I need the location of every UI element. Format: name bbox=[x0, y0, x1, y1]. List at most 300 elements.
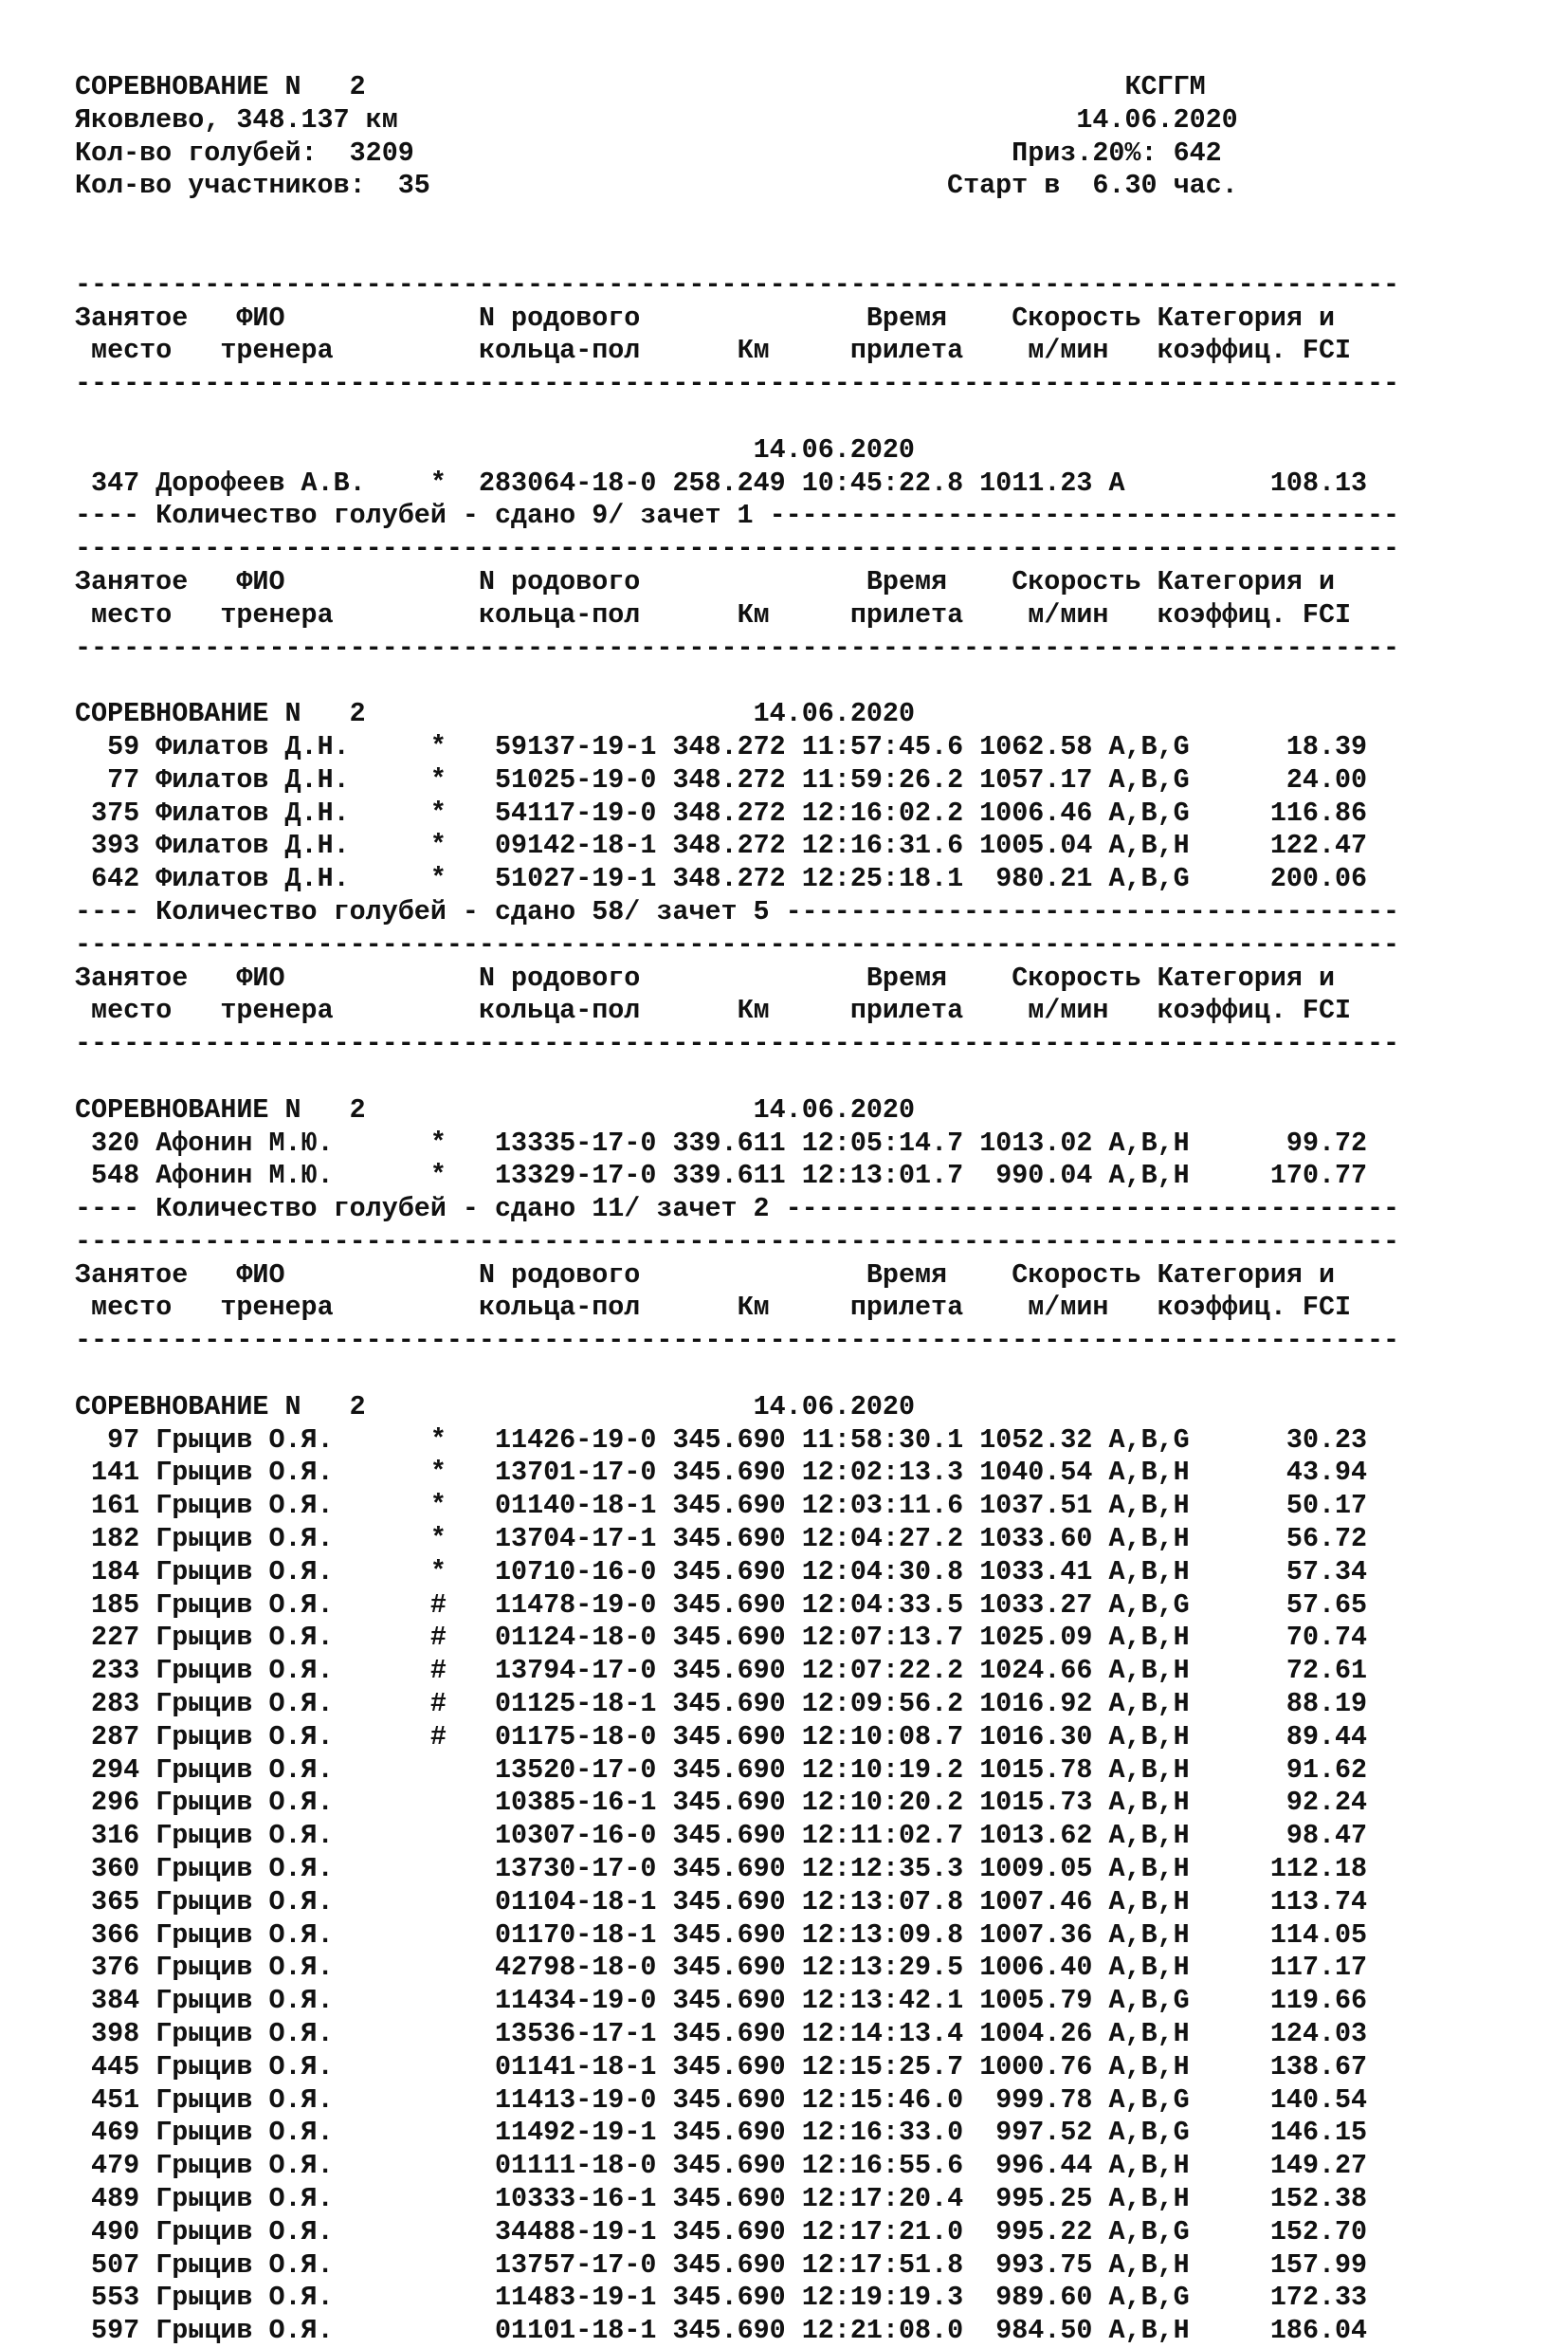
table-row bbox=[75, 2051, 1399, 2084]
mark: * bbox=[429, 1523, 447, 1555]
trainer-name: Грыцив О.Я. bbox=[155, 2018, 334, 2050]
col-name: ФИО bbox=[236, 302, 285, 334]
trainer-name: Грыцив О.Я. bbox=[155, 1885, 334, 1917]
ring-number: 01175-18-0 bbox=[478, 1720, 657, 1752]
category: A,B,H bbox=[1108, 1720, 1190, 1752]
place: 553 bbox=[75, 2282, 140, 2314]
coefficient: 70.74 bbox=[1269, 1622, 1368, 1654]
speed: 1015.78 bbox=[979, 1753, 1093, 1786]
place: 233 bbox=[75, 1655, 140, 1687]
speed: 996.44 bbox=[979, 2150, 1093, 2182]
ring-number: 01104-18-1 bbox=[478, 1885, 657, 1917]
coefficient: 99.72 bbox=[1269, 1127, 1368, 1159]
arrival-time: 11:59:26.2 bbox=[801, 763, 964, 796]
table-row bbox=[75, 1787, 1399, 1820]
mark: # bbox=[429, 1688, 447, 1720]
trainer-name: Грыцив О.Я. bbox=[155, 2117, 334, 2149]
category: A,B,H bbox=[1108, 1787, 1190, 1819]
col-km: Км bbox=[737, 995, 770, 1027]
arrival-time: 12:21:08.0 bbox=[801, 2315, 964, 2347]
coefficient: 24.00 bbox=[1269, 763, 1368, 796]
ring-number: 13520-17-0 bbox=[478, 1753, 657, 1786]
place: 59 bbox=[75, 730, 140, 762]
trainer-name: Грыцив О.Я. bbox=[155, 1457, 334, 1489]
category: A,B,H bbox=[1108, 1160, 1190, 1192]
table-row bbox=[75, 2249, 1399, 2283]
arrival-time: 12:07:22.2 bbox=[801, 1655, 964, 1687]
ring-number: 51027-19-1 bbox=[478, 863, 657, 895]
trainer-name: Филатов Д.Н. bbox=[155, 797, 350, 829]
coefficient: 72.61 bbox=[1269, 1655, 1368, 1687]
coefficient: 116.86 bbox=[1269, 797, 1368, 829]
col-place: Занятое bbox=[75, 302, 189, 334]
speed: 1011.23 bbox=[979, 467, 1093, 499]
col-speed: м/мин bbox=[1028, 598, 1109, 631]
trainer-name: Афонин М.Ю. bbox=[155, 1160, 334, 1192]
ring-number: 11434-19-0 bbox=[478, 1985, 657, 2017]
col-place: Занятое bbox=[75, 1258, 189, 1291]
col-speed: м/мин bbox=[1028, 995, 1109, 1027]
place: 97 bbox=[75, 1423, 140, 1456]
arrival-time: 12:17:20.4 bbox=[801, 2183, 964, 2214]
place: 469 bbox=[75, 2117, 140, 2149]
distance-km: 258.249 bbox=[672, 467, 786, 499]
coefficient: 108.13 bbox=[1269, 467, 1368, 499]
column-header-row-1 bbox=[75, 303, 1399, 336]
table-row bbox=[75, 1523, 1399, 1556]
competition-number: 2 bbox=[349, 71, 366, 102]
col-speed: Скорость bbox=[1012, 565, 1141, 597]
arrival-time: 12:12:35.3 bbox=[801, 1853, 964, 1885]
competition-label: СОРЕВНОВАНИЕ N bbox=[75, 71, 301, 102]
table-row bbox=[75, 1919, 1399, 1953]
ring-number: 13730-17-0 bbox=[478, 1853, 657, 1885]
speed: 1006.40 bbox=[979, 1952, 1093, 1984]
speed: 1040.54 bbox=[979, 1457, 1093, 1489]
section-title bbox=[75, 1391, 1399, 1424]
column-header-row-1 bbox=[75, 566, 1399, 599]
mark: * bbox=[429, 863, 447, 895]
speed: 1009.05 bbox=[979, 1853, 1093, 1885]
distance-km: 345.690 bbox=[672, 1952, 786, 1984]
arrival-time: 12:15:25.7 bbox=[801, 2050, 964, 2082]
speed: 1025.09 bbox=[979, 1622, 1093, 1654]
category: A,B,H bbox=[1108, 1457, 1190, 1489]
category: A,B,H bbox=[1108, 1853, 1190, 1885]
separator-line: ---------------------------------------------------------------------------------- bbox=[75, 1028, 1400, 1060]
mark: # bbox=[429, 1655, 447, 1687]
category: A,B,H bbox=[1108, 2018, 1190, 2050]
place: 77 bbox=[75, 763, 140, 796]
speed: 1006.46 bbox=[979, 797, 1093, 829]
ring-number: 13704-17-1 bbox=[478, 1523, 657, 1555]
col-speed: м/мин bbox=[1028, 1292, 1109, 1324]
coefficient: 152.70 bbox=[1269, 2215, 1368, 2247]
category: A,B,H bbox=[1108, 1622, 1190, 1654]
col-ring: N родового bbox=[478, 302, 641, 334]
distance-km: 345.690 bbox=[672, 1720, 786, 1752]
col-category: Категория и bbox=[1157, 1258, 1335, 1291]
table-row bbox=[75, 1985, 1399, 2018]
arrival-time: 12:04:30.8 bbox=[801, 1555, 964, 1587]
blank-line bbox=[75, 203, 1399, 236]
coefficient: 114.05 bbox=[1269, 1918, 1368, 1951]
speed: 980.21 bbox=[979, 863, 1093, 895]
ring-number: 10333-16-1 bbox=[478, 2183, 657, 2214]
col-km: Км bbox=[737, 598, 770, 631]
coefficient: 117.17 bbox=[1269, 1952, 1368, 1984]
trainer-name: Грыцив О.Я. bbox=[155, 1523, 334, 1555]
summary-text: ---- Количество голубей - сдано 58/ зачет 5 -------------------------------------- bbox=[75, 895, 1400, 927]
trainer-name: Грыцив О.Я. bbox=[155, 2315, 334, 2347]
arrival-time: 12:16:55.6 bbox=[801, 2150, 964, 2182]
coefficient: 43.94 bbox=[1269, 1457, 1368, 1489]
col-place: место bbox=[91, 995, 173, 1027]
category: A,B,H bbox=[1108, 2248, 1190, 2281]
speed: 1007.36 bbox=[979, 1918, 1093, 1951]
speed: 1004.26 bbox=[979, 2018, 1093, 2050]
trainer-name: Грыцив О.Я. bbox=[155, 1787, 334, 1819]
trainer-name: Грыцив О.Я. bbox=[155, 2183, 334, 2214]
section-title bbox=[75, 1094, 1399, 1128]
col-name: тренера bbox=[220, 1292, 334, 1324]
speed: 1005.04 bbox=[979, 830, 1093, 862]
coefficient: 56.72 bbox=[1269, 1523, 1368, 1555]
col-ring: N родового bbox=[478, 1258, 641, 1291]
table-row bbox=[75, 2315, 1399, 2348]
table-row bbox=[75, 863, 1399, 896]
ring-number: 01101-18-1 bbox=[478, 2315, 657, 2347]
prize-label: Приз.20%: bbox=[1012, 137, 1158, 169]
category: A,B,H bbox=[1108, 1127, 1190, 1159]
coefficient: 186.04 bbox=[1269, 2315, 1368, 2347]
col-category: Категория и bbox=[1157, 302, 1335, 334]
arrival-time: 12:04:33.5 bbox=[801, 1588, 964, 1621]
distance-km: 345.690 bbox=[672, 1820, 786, 1852]
arrival-time: 12:13:01.7 bbox=[801, 1160, 964, 1192]
category: A,B,H bbox=[1108, 830, 1190, 862]
speed: 990.04 bbox=[979, 1160, 1093, 1192]
arrival-time: 12:05:14.7 bbox=[801, 1127, 964, 1159]
blank-line bbox=[75, 1358, 1399, 1391]
coefficient: 57.65 bbox=[1269, 1588, 1368, 1621]
ring-number: 01141-18-1 bbox=[478, 2050, 657, 2082]
section-date: 14.06.2020 bbox=[753, 433, 915, 466]
separator-line: ---------------------------------------------------------------------------------- bbox=[75, 533, 1400, 565]
col-place: место bbox=[91, 335, 173, 367]
organization: КСГГМ bbox=[1124, 71, 1206, 102]
col-ring: кольца-пол bbox=[478, 335, 641, 367]
table-row bbox=[75, 1556, 1399, 1589]
col-speed: Скорость bbox=[1012, 1258, 1141, 1291]
col-ring: кольца-пол bbox=[478, 995, 641, 1027]
col-name: тренера bbox=[220, 995, 334, 1027]
distance-km: 348.272 bbox=[672, 730, 786, 762]
col-speed: Скорость bbox=[1012, 302, 1141, 334]
trainer-name: Грыцив О.Я. bbox=[155, 1820, 334, 1852]
ring-number: 01140-18-1 bbox=[478, 1490, 657, 1522]
speed: 1033.60 bbox=[979, 1523, 1093, 1555]
place: 365 bbox=[75, 1885, 140, 1917]
birds-count: 3209 bbox=[349, 137, 414, 169]
speed: 1016.30 bbox=[979, 1720, 1093, 1752]
category: A,B,H bbox=[1108, 1688, 1190, 1720]
coefficient: 98.47 bbox=[1269, 1820, 1368, 1852]
col-name: ФИО bbox=[236, 565, 285, 597]
mark: * bbox=[429, 1423, 447, 1456]
col-place: место bbox=[91, 1292, 173, 1324]
separator-line: ---------------------------------------------------------------------------------- bbox=[75, 268, 1400, 301]
mark: * bbox=[429, 830, 447, 862]
place: 376 bbox=[75, 1952, 140, 1984]
distance-km: 339.611 bbox=[672, 1160, 786, 1192]
col-name: ФИО bbox=[236, 962, 285, 994]
distance-km: 345.690 bbox=[672, 2248, 786, 2281]
mark: * bbox=[429, 1555, 447, 1587]
speed: 999.78 bbox=[979, 2083, 1093, 2116]
speed: 993.75 bbox=[979, 2248, 1093, 2281]
results-sheet bbox=[75, 71, 1399, 2348]
table-row bbox=[75, 2216, 1399, 2249]
trainer-name: Грыцив О.Я. bbox=[155, 1622, 334, 1654]
place: 642 bbox=[75, 863, 140, 895]
trainer-name: Грыцив О.Я. bbox=[155, 1853, 334, 1885]
distance-km: 348.272 bbox=[672, 797, 786, 829]
table-row bbox=[75, 764, 1399, 798]
header-line-1 bbox=[75, 71, 1399, 104]
ring-number: 59137-19-1 bbox=[478, 730, 657, 762]
table-row bbox=[75, 1655, 1399, 1688]
ring-number: 13335-17-0 bbox=[478, 1127, 657, 1159]
col-name: тренера bbox=[220, 598, 334, 631]
speed: 1013.02 bbox=[979, 1127, 1093, 1159]
trainer-name: Грыцив О.Я. bbox=[155, 1655, 334, 1687]
competition-label: СОРЕВНОВАНИЕ N bbox=[75, 1390, 301, 1422]
distance-km: 345.690 bbox=[672, 1423, 786, 1456]
table-row bbox=[75, 1160, 1399, 1193]
distance-km: 348.272 bbox=[672, 863, 786, 895]
ring-number: 01124-18-0 bbox=[478, 1622, 657, 1654]
speed: 1016.92 bbox=[979, 1688, 1093, 1720]
coefficient: 57.34 bbox=[1269, 1555, 1368, 1587]
trainer-name: Грыцив О.Я. bbox=[155, 1985, 334, 2017]
mark: # bbox=[429, 1588, 447, 1621]
arrival-time: 12:25:18.1 bbox=[801, 863, 964, 895]
place: 184 bbox=[75, 1555, 140, 1587]
table-row bbox=[75, 2117, 1399, 2150]
ring-number: 10710-16-0 bbox=[478, 1555, 657, 1587]
speed: 984.50 bbox=[979, 2315, 1093, 2347]
trainer-name: Грыцив О.Я. bbox=[155, 1720, 334, 1752]
table-row bbox=[75, 2018, 1399, 2051]
trainer-name: Грыцив О.Я. bbox=[155, 2215, 334, 2247]
arrival-time: 12:04:27.2 bbox=[801, 1523, 964, 1555]
distance-km: 345.690 bbox=[672, 2083, 786, 2116]
col-category: коэффиц. FCI bbox=[1157, 995, 1352, 1027]
trainer-name: Афонин М.Ю. bbox=[155, 1127, 334, 1159]
table-row bbox=[75, 798, 1399, 831]
place: 347 bbox=[75, 467, 140, 499]
arrival-time: 12:02:13.3 bbox=[801, 1457, 964, 1489]
distance-km: 345.690 bbox=[672, 2315, 786, 2347]
arrival-time: 12:19:19.3 bbox=[801, 2282, 964, 2314]
summary-line bbox=[75, 500, 1399, 533]
summary-text: ---- Количество голубей - сдано 11/ зачет 2 -------------------------------------- bbox=[75, 1193, 1400, 1225]
distance-km: 345.690 bbox=[672, 2117, 786, 2149]
place: 141 bbox=[75, 1457, 140, 1489]
coefficient: 88.19 bbox=[1269, 1688, 1368, 1720]
col-time: Время bbox=[866, 1258, 948, 1291]
ring-number: 01111-18-0 bbox=[478, 2150, 657, 2182]
mark: # bbox=[429, 1622, 447, 1654]
arrival-time: 11:58:30.1 bbox=[801, 1423, 964, 1456]
place: 445 bbox=[75, 2050, 140, 2082]
trainer-name: Грыцив О.Я. bbox=[155, 1918, 334, 1951]
col-ring: кольца-пол bbox=[478, 598, 641, 631]
separator-line: ---------------------------------------------------------------------------------- bbox=[75, 928, 1400, 961]
ring-number: 01170-18-1 bbox=[478, 1918, 657, 1951]
trainer-name: Грыцив О.Я. bbox=[155, 1952, 334, 1984]
speed: 1057.17 bbox=[979, 763, 1093, 796]
summary-line bbox=[75, 896, 1399, 929]
report-date: 14.06.2020 bbox=[1076, 103, 1238, 136]
separator-line: ---------------------------------------------------------------------------------- bbox=[75, 632, 1400, 664]
arrival-time: 10:45:22.8 bbox=[801, 467, 964, 499]
distance-km: 345.690 bbox=[672, 1688, 786, 1720]
column-header-row-2 bbox=[75, 995, 1399, 1028]
speed: 1015.73 bbox=[979, 1787, 1093, 1819]
trainer-name: Грыцив О.Я. bbox=[155, 1688, 334, 1720]
section-date: 14.06.2020 bbox=[753, 1390, 915, 1422]
place: 283 bbox=[75, 1688, 140, 1720]
arrival-time: 12:16:02.2 bbox=[801, 797, 964, 829]
mark: * bbox=[429, 1490, 447, 1522]
distance-km: 345.690 bbox=[672, 1655, 786, 1687]
category: A,B,H bbox=[1108, 1952, 1190, 1984]
column-header-row-2 bbox=[75, 1292, 1399, 1325]
distance-km: 345.690 bbox=[672, 2183, 786, 2214]
category: A,B,G bbox=[1108, 2117, 1190, 2149]
table-row bbox=[75, 1721, 1399, 1754]
trainer-name: Грыцив О.Я. bbox=[155, 2282, 334, 2314]
place: 384 bbox=[75, 1985, 140, 2017]
ring-number: 11492-19-1 bbox=[478, 2117, 657, 2149]
ring-number: 10307-16-0 bbox=[478, 1820, 657, 1852]
place: 548 bbox=[75, 1160, 140, 1192]
table-row bbox=[75, 1820, 1399, 1853]
blank-line bbox=[75, 401, 1399, 434]
arrival-time: 12:10:20.2 bbox=[801, 1787, 964, 1819]
arrival-time: 12:09:56.2 bbox=[801, 1688, 964, 1720]
speed: 1007.46 bbox=[979, 1885, 1093, 1917]
distance-km: 345.690 bbox=[672, 2050, 786, 2082]
distance-km: 339.611 bbox=[672, 1127, 786, 1159]
distance-km: 345.690 bbox=[672, 1555, 786, 1587]
category: A,B,H bbox=[1108, 1885, 1190, 1917]
table-row bbox=[75, 1490, 1399, 1523]
column-header-row-2 bbox=[75, 335, 1399, 368]
trainer-name: Грыцив О.Я. bbox=[155, 1490, 334, 1522]
table-row bbox=[75, 1589, 1399, 1623]
trainer-name: Грыцив О.Я. bbox=[155, 2050, 334, 2082]
summary-text: ---- Количество голубей - сдано 9/ зачет 1 --------------------------------------- bbox=[75, 500, 1400, 532]
place: 451 bbox=[75, 2083, 140, 2116]
speed: 995.25 bbox=[979, 2183, 1093, 2214]
coefficient: 18.39 bbox=[1269, 730, 1368, 762]
speed: 1013.62 bbox=[979, 1820, 1093, 1852]
table-row bbox=[75, 830, 1399, 863]
ring-number: 11483-19-1 bbox=[478, 2282, 657, 2314]
ring-number: 54117-19-0 bbox=[478, 797, 657, 829]
trainer-name: Грыцив О.Я. bbox=[155, 2248, 334, 2281]
trainer-name: Грыцив О.Я. bbox=[155, 2150, 334, 2182]
col-km: Км bbox=[737, 335, 770, 367]
ring-number: 13757-17-0 bbox=[478, 2248, 657, 2281]
mark: * bbox=[429, 730, 447, 762]
ring-number: 13701-17-0 bbox=[478, 1457, 657, 1489]
speed: 1062.58 bbox=[979, 730, 1093, 762]
trainer-name: Филатов Д.Н. bbox=[155, 863, 350, 895]
ring-number: 13794-17-0 bbox=[478, 1655, 657, 1687]
coefficient: 119.66 bbox=[1269, 1985, 1368, 2017]
distance-km: 345.690 bbox=[672, 2150, 786, 2182]
speed: 989.60 bbox=[979, 2282, 1093, 2314]
category: A,B,G bbox=[1108, 2083, 1190, 2116]
trainer-name: Грыцив О.Я. bbox=[155, 1555, 334, 1587]
speed: 1052.32 bbox=[979, 1423, 1093, 1456]
distance-km: 345.690 bbox=[672, 1457, 786, 1489]
table-row bbox=[75, 731, 1399, 764]
prize-count: 642 bbox=[1173, 137, 1222, 169]
competition-label: СОРЕВНОВАНИЕ N bbox=[75, 698, 301, 730]
coefficient: 157.99 bbox=[1269, 2248, 1368, 2281]
place: 287 bbox=[75, 1720, 140, 1752]
coefficient: 200.06 bbox=[1269, 863, 1368, 895]
table-row bbox=[75, 1457, 1399, 1490]
table-row bbox=[75, 1853, 1399, 1886]
category: A,B,H bbox=[1108, 2183, 1190, 2214]
col-ring: N родового bbox=[478, 962, 641, 994]
section-title bbox=[75, 698, 1399, 731]
coefficient: 172.33 bbox=[1269, 2282, 1368, 2314]
col-time: прилета bbox=[849, 335, 964, 367]
ring-number: 51025-19-0 bbox=[478, 763, 657, 796]
speed: 1033.41 bbox=[979, 1555, 1093, 1587]
coefficient: 50.17 bbox=[1269, 1490, 1368, 1522]
ring-number: 42798-18-0 bbox=[478, 1952, 657, 1984]
place: 597 bbox=[75, 2315, 140, 2347]
trainer-name: Филатов Д.Н. bbox=[155, 830, 350, 862]
speed: 1033.27 bbox=[979, 1588, 1093, 1621]
category: A,B,G bbox=[1108, 1423, 1190, 1456]
category: A bbox=[1108, 467, 1125, 499]
place: 182 bbox=[75, 1523, 140, 1555]
place: 398 bbox=[75, 2018, 140, 2050]
arrival-time: 12:17:21.0 bbox=[801, 2215, 964, 2247]
place: 294 bbox=[75, 1753, 140, 1786]
trainer-name: Грыцив О.Я. bbox=[155, 2083, 334, 2116]
coefficient: 149.27 bbox=[1269, 2150, 1368, 2182]
trainer-name: Филатов Д.Н. bbox=[155, 730, 350, 762]
start-unit: час. bbox=[1173, 170, 1238, 202]
col-time: Время bbox=[866, 302, 948, 334]
ring-number: 13329-17-0 bbox=[478, 1160, 657, 1192]
arrival-time: 12:16:31.6 bbox=[801, 830, 964, 862]
place: 375 bbox=[75, 797, 140, 829]
category: A,B,H bbox=[1108, 1753, 1190, 1786]
table-row bbox=[75, 2183, 1399, 2216]
category: A,B,H bbox=[1108, 2050, 1190, 2082]
